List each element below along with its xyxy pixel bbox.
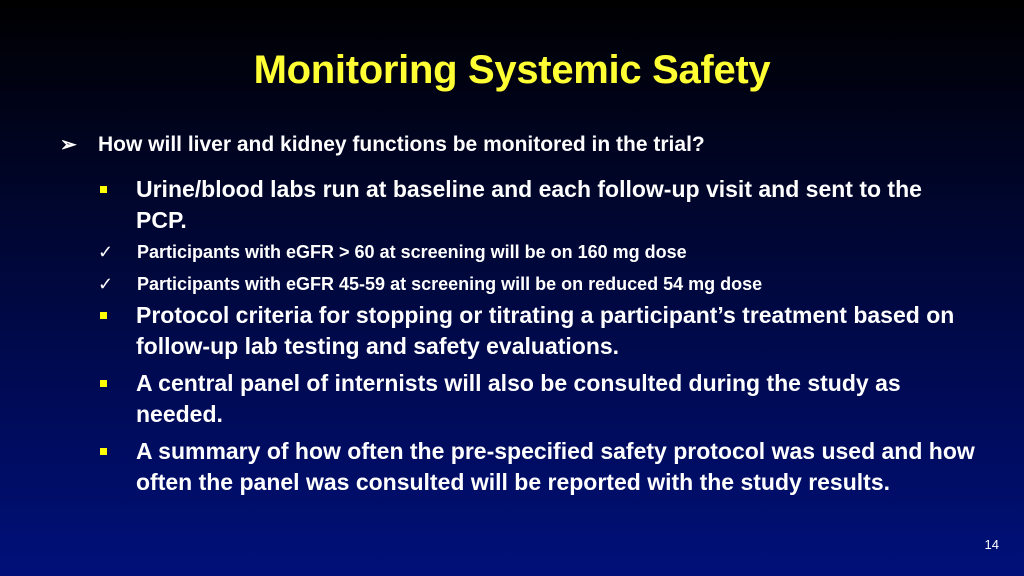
checkmark-icon: ✓ <box>98 242 114 262</box>
bullet-item <box>98 436 978 498</box>
sub-bullet-text: Participants with eGFR > 60 at screening will be on 160 mg dose <box>137 242 687 262</box>
arrow-bullet-icon: ➢ <box>60 134 77 156</box>
checkmark-icon: ✓ <box>98 274 114 294</box>
sub-bullet-item <box>98 236 978 268</box>
sub-bullet-text: Participants with eGFR 45-59 at screening will be on reduced 54 mg dose <box>137 274 763 294</box>
page-number: 14 <box>984 537 999 552</box>
question-text: How will liver and kidney functions be monitored in the trial? <box>98 133 705 156</box>
bullet-item <box>98 368 978 430</box>
sub-bullet-item <box>98 268 978 300</box>
bullet-list <box>98 174 978 498</box>
square-bullet-icon <box>100 186 107 193</box>
bullet-item <box>98 300 978 362</box>
square-bullet-icon <box>100 380 107 387</box>
bullet-text: Urine/blood labs run at baseline and each follow-up visit and sent to the PCP. <box>136 176 922 233</box>
bullet-item <box>98 174 978 236</box>
square-bullet-icon <box>100 448 107 455</box>
slide-title: Monitoring Systemic Safety <box>253 48 771 92</box>
bullet-text: A central panel of internists will also be consulted during the study as needed. <box>136 370 901 427</box>
bullet-text: A summary of how often the pre-specified safety protocol was used and how often the panel was consulted will be reported with the study results. <box>136 438 975 495</box>
square-bullet-icon <box>100 312 107 319</box>
bullet-text: Protocol criteria for stopping or titrating a participant’s treatment based on follow-up lab testing and safety evaluations. <box>136 302 955 359</box>
